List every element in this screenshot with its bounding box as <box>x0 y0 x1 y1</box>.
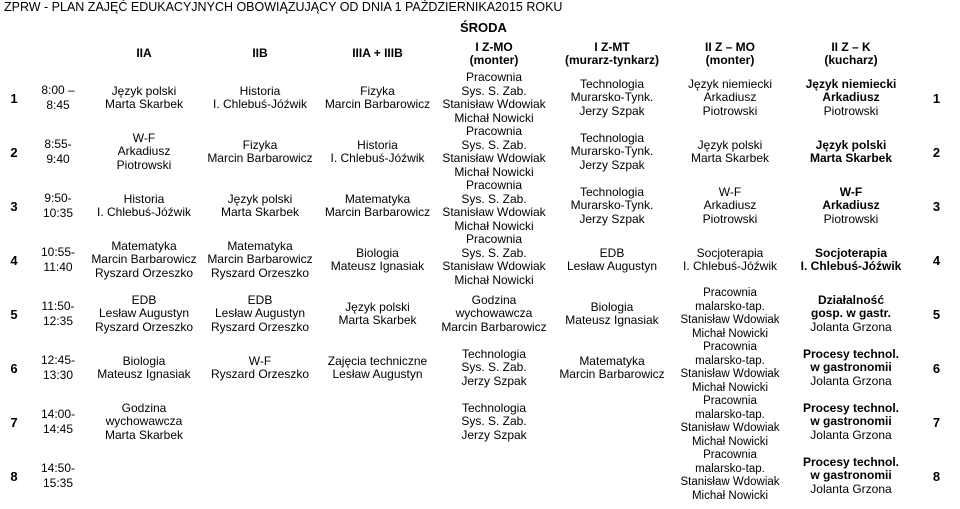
lesson-detail: Piotrowski <box>823 103 879 118</box>
lesson-detail: Michał Nowicki <box>454 272 534 287</box>
schedule-table <box>0 36 960 503</box>
lesson-detail: Jolanta Grzona <box>810 319 892 334</box>
lesson-detail: I. Chlebuś-Jóźwik <box>800 259 902 273</box>
lesson-cell <box>789 449 913 503</box>
lesson-detail: Sys. S. Zab. <box>461 414 527 429</box>
lesson-time <box>28 125 88 179</box>
lesson-cell <box>789 71 913 125</box>
lesson-detail: I. Chlebuś-Jóźwik <box>96 205 192 219</box>
lesson-time-start: 14:50- <box>40 461 76 475</box>
lesson-detail: Marta Skarbek <box>220 205 300 219</box>
lesson-subject: Pracownia <box>465 125 523 138</box>
lesson-detail: Marcin Barbarowicz <box>324 97 431 111</box>
lesson-subject: Pracownia <box>703 395 757 407</box>
lesson-cell <box>88 341 200 395</box>
lesson-time <box>28 287 88 341</box>
lesson-subject: Historia <box>239 83 281 98</box>
lesson-cell <box>671 179 789 233</box>
column-header-sub: (monter) <box>705 52 755 67</box>
lesson-detail: Arkadiusz <box>822 90 880 105</box>
column-header-name: IIA <box>136 46 152 60</box>
lesson-cell <box>553 125 671 179</box>
lesson-detail: Michał Nowicki <box>691 435 769 448</box>
lesson-detail: Jolanta Grzona <box>810 373 892 388</box>
lesson-detail: Ryszard Orzeszko <box>210 265 310 280</box>
lesson-detail: Marcin Barbarowicz <box>559 367 665 381</box>
table-row <box>0 179 960 233</box>
lesson-detail: malarsko-tap. <box>695 300 765 313</box>
lesson-cell <box>88 287 200 341</box>
lesson-subject: Działalność <box>817 292 885 307</box>
lesson-subject: Technologia <box>461 400 527 415</box>
lesson-subject: Zajęcia techniczne <box>327 353 428 368</box>
lesson-detail: w gastronomii <box>810 414 892 429</box>
lesson-subject: Procesy technol. <box>802 400 900 415</box>
lesson-detail: Murarsko-Tynk. <box>570 144 654 159</box>
lesson-detail: Ryszard Orzeszko <box>210 367 310 381</box>
header-empty-num-right <box>913 36 960 71</box>
lesson-subject: Fizyka <box>242 137 278 152</box>
lesson-cell <box>88 125 200 179</box>
lesson-time-end: 8:45 <box>46 98 70 112</box>
lesson-number-right: 6 <box>932 360 941 376</box>
lesson-time <box>28 179 88 233</box>
lesson-cell <box>435 341 553 395</box>
lesson-detail: Stanisław Wdowiak <box>680 368 780 380</box>
lesson-detail: Jerzy Szpak <box>461 373 527 388</box>
lesson-cell <box>671 125 789 179</box>
lesson-subject: Pracownia <box>703 341 757 353</box>
lesson-subject: EDB <box>599 245 625 260</box>
lesson-detail: Jerzy Szpak <box>579 157 645 172</box>
lesson-subject: Technologia <box>579 184 645 199</box>
header-empty-time <box>28 36 88 71</box>
lesson-detail: malarsko-tap. <box>695 408 765 421</box>
lesson-subject: Godzina <box>471 292 517 307</box>
column-header <box>789 36 913 71</box>
lesson-cell <box>553 449 671 503</box>
lesson-detail: Stanisław Wdowiak <box>680 476 780 488</box>
lesson-cell <box>553 341 671 395</box>
lesson-detail: Michał Nowicki <box>454 164 534 179</box>
lesson-time-end: 13:30 <box>42 368 74 382</box>
lesson-cell <box>200 341 320 395</box>
lesson-subject: W-F <box>718 184 742 199</box>
lesson-detail: Ryszard Orzeszko <box>94 265 194 280</box>
lesson-subject: Język polski <box>111 83 177 98</box>
table-row <box>0 233 960 287</box>
lesson-cell <box>320 71 435 125</box>
lesson-detail: Mateusz Ignasiak <box>330 259 425 273</box>
lesson-detail: Marcin Barbarowicz <box>441 319 547 334</box>
lesson-cell <box>553 179 671 233</box>
lesson-cell <box>320 233 435 287</box>
lesson-detail: I. Chlebuś-Jóźwik <box>330 151 425 165</box>
lesson-cell <box>320 341 435 395</box>
lesson-time-start: 14:00- <box>40 407 76 421</box>
lesson-subject: Matematyka <box>344 191 411 206</box>
lesson-subject: Matematyka <box>579 353 645 368</box>
lesson-number-right: 5 <box>932 306 941 322</box>
lesson-detail: Marcin Barbarowicz <box>91 252 197 267</box>
lesson-cell <box>435 287 553 341</box>
lesson-detail: Sys. S. Zab. <box>461 83 527 98</box>
lesson-cell <box>671 341 789 395</box>
lesson-detail: Jolanta Grzona <box>810 481 892 496</box>
lesson-subject: Język niemiecki <box>687 76 773 91</box>
lesson-time <box>28 449 88 503</box>
lesson-detail: malarsko-tap. <box>695 354 765 367</box>
lesson-subject: EDB <box>247 292 273 307</box>
lesson-subject: Procesy technol. <box>802 346 900 361</box>
lesson-detail: Lesław Augustyn <box>98 306 190 321</box>
lesson-cell <box>88 233 200 287</box>
lesson-detail: Jerzy Szpak <box>461 427 527 442</box>
lesson-cell <box>435 71 553 125</box>
lesson-subject: W-F <box>839 184 863 199</box>
lesson-time-start: 10:55- <box>40 245 76 259</box>
column-header-name: I Z-MT <box>594 39 630 54</box>
lesson-subject: Historia <box>357 137 398 152</box>
page-title: ZPRW - PLAN ZAJĘĆ EDUKACYJNYCH OBOWIĄZUJĄCY OD DNIA 1 PAŹDZIERNIKA2015 ROKU <box>4 0 563 14</box>
lesson-number-right: 1 <box>932 90 941 106</box>
column-header-sub: (monter) <box>469 52 519 67</box>
lesson-detail: Arkadiusz <box>117 144 171 159</box>
column-header-name: II Z – MO <box>704 39 755 54</box>
lesson-cell <box>553 287 671 341</box>
lesson-detail: Ryszard Orzeszko <box>94 319 194 334</box>
lesson-subject: Język polski <box>227 191 293 206</box>
lesson-cell <box>320 179 435 233</box>
table-row <box>0 125 960 179</box>
lesson-detail: Piotrowski <box>702 211 758 226</box>
lesson-detail: Marta Skarbek <box>104 427 184 442</box>
lesson-detail: Jerzy Szpak <box>579 103 645 118</box>
lesson-detail: w gastronomii <box>810 360 892 375</box>
lesson-cell <box>88 179 200 233</box>
lesson-detail: Stanisław Wdowiak <box>680 422 780 434</box>
lesson-cell <box>671 287 789 341</box>
lesson-number-right: 3 <box>932 198 941 214</box>
lesson-detail: Lesław Augustyn <box>332 367 423 381</box>
lesson-detail: Michał Nowicki <box>691 327 769 340</box>
lesson-cell <box>200 395 320 449</box>
lesson-time-end: 15:35 <box>42 476 74 490</box>
lesson-detail: w gastronomii <box>810 468 892 483</box>
lesson-subject: Język niemiecki <box>805 76 897 91</box>
lesson-cell <box>789 395 913 449</box>
column-header-name: I Z-MO <box>475 39 513 54</box>
lesson-cell <box>789 179 913 233</box>
lesson-detail: Stanisław Wdowiak <box>442 205 546 219</box>
lesson-time-start: 8:00 – <box>41 83 75 97</box>
lesson-detail: Lesław Augustyn <box>214 306 306 321</box>
lesson-detail: Arkadiusz <box>703 90 757 105</box>
lesson-detail: Piotrowski <box>702 103 758 118</box>
table-row <box>0 449 960 503</box>
lesson-time-end: 9:40 <box>46 152 70 166</box>
lesson-cell <box>435 395 553 449</box>
lesson-time-end: 10:35 <box>42 206 74 220</box>
header-row <box>0 36 960 71</box>
lesson-subject: Pracownia <box>465 233 523 246</box>
lesson-detail: wychowawcza <box>455 306 533 321</box>
lesson-number: 5 <box>10 306 18 322</box>
lesson-time-end: 14:45 <box>42 422 74 436</box>
column-header <box>553 36 671 71</box>
lesson-subject: Technologia <box>461 346 527 361</box>
lesson-detail: Sys. S. Zab. <box>461 191 527 206</box>
lesson-subject: EDB <box>131 292 157 307</box>
lesson-cell <box>88 71 200 125</box>
lesson-cell <box>320 395 435 449</box>
lesson-detail: I. Chlebuś-Jóźwik <box>212 97 308 111</box>
lesson-subject: Język polski <box>697 137 763 152</box>
lesson-subject: Fizyka <box>360 83 395 98</box>
lesson-detail: Stanisław Wdowiak <box>680 314 780 326</box>
lesson-detail: Ryszard Orzeszko <box>210 319 310 334</box>
lesson-subject: Technologia <box>579 76 645 91</box>
lesson-cell <box>553 395 671 449</box>
lesson-subject: Technologia <box>579 130 645 145</box>
lesson-time <box>28 233 88 287</box>
lesson-cell <box>553 71 671 125</box>
table-row <box>0 395 960 449</box>
lesson-detail: Jerzy Szpak <box>579 211 645 226</box>
lesson-cell <box>88 449 200 503</box>
lesson-detail: Stanisław Wdowiak <box>442 151 546 165</box>
lesson-number: 4 <box>10 252 18 268</box>
lesson-cell <box>320 449 435 503</box>
lesson-time <box>28 341 88 395</box>
column-header-sub: (murarz-tynkarz) <box>564 52 660 67</box>
lesson-subject: Pracownia <box>703 449 757 461</box>
lesson-number-right: 2 <box>932 144 941 160</box>
column-header-name: IIB <box>252 46 268 60</box>
lesson-cell <box>671 71 789 125</box>
lesson-detail: Arkadiusz <box>822 198 880 213</box>
lesson-subject: Socjoterapia <box>696 245 764 260</box>
lesson-time <box>28 395 88 449</box>
lesson-number-right: 8 <box>932 468 941 484</box>
lesson-subject: Godzina <box>121 400 167 415</box>
lesson-time-end: 12:35 <box>42 314 74 328</box>
day-label: ŚRODA <box>460 20 507 35</box>
lesson-detail: wychowawcza <box>105 414 183 429</box>
header-empty-num <box>0 36 28 71</box>
column-header <box>320 36 435 71</box>
lesson-detail: Sys. S. Zab. <box>461 137 527 152</box>
lesson-detail: I. Chlebuś-Jóźwik <box>682 259 778 273</box>
lesson-detail: Piotrowski <box>823 211 879 226</box>
lesson-subject: Procesy technol. <box>802 454 900 469</box>
lesson-time-start: 9:50- <box>44 191 72 205</box>
lesson-detail: Stanisław Wdowiak <box>442 259 546 273</box>
lesson-detail: Murarsko-Tynk. <box>570 90 654 105</box>
lesson-cell <box>789 233 913 287</box>
lesson-cell <box>200 179 320 233</box>
lesson-cell <box>435 125 553 179</box>
lesson-subject: Biologia <box>590 299 634 314</box>
lesson-number-right: 4 <box>932 252 941 268</box>
lesson-detail: malarsko-tap. <box>695 462 765 475</box>
lesson-cell <box>320 287 435 341</box>
lesson-subject: Matematyka <box>111 238 177 253</box>
lesson-detail: Stanisław Wdowiak <box>442 97 546 111</box>
column-header-sub: (kucharz) <box>824 52 878 67</box>
lesson-number-right: 7 <box>932 414 941 430</box>
lesson-subject: Biologia <box>122 353 166 368</box>
table-row <box>0 287 960 341</box>
column-header <box>88 36 200 71</box>
lesson-detail: Lesław Augustyn <box>566 259 658 273</box>
lesson-time <box>28 71 88 125</box>
column-header-name: II Z – K <box>831 39 871 54</box>
lesson-cell <box>789 125 913 179</box>
lesson-cell <box>200 233 320 287</box>
lesson-detail: Marta Skarbek <box>338 313 417 327</box>
lesson-cell <box>553 233 671 287</box>
lesson-time-start: 11:50- <box>41 299 75 313</box>
table-row <box>0 71 960 125</box>
lesson-number: 1 <box>10 90 18 106</box>
lesson-number: 8 <box>10 468 18 484</box>
lesson-cell <box>200 449 320 503</box>
lesson-detail: Sys. S. Zab. <box>461 360 527 375</box>
lesson-detail: Arkadiusz <box>703 198 757 213</box>
lesson-subject: Język polski <box>345 299 410 314</box>
lesson-detail: Michał Nowicki <box>454 110 534 125</box>
lesson-subject: Matematyka <box>227 238 293 253</box>
lesson-cell <box>671 449 789 503</box>
lesson-cell <box>789 287 913 341</box>
lesson-cell <box>789 341 913 395</box>
lesson-subject: Pracownia <box>465 179 523 192</box>
lesson-time-end: 11:40 <box>43 260 73 274</box>
column-header <box>435 36 553 71</box>
lesson-subject: Socjoterapia <box>814 245 888 260</box>
lesson-detail: Michał Nowicki <box>691 381 769 394</box>
lesson-detail: Murarsko-Tynk. <box>570 198 654 213</box>
lesson-subject: W-F <box>132 130 156 145</box>
lesson-cell <box>320 125 435 179</box>
lesson-subject: Pracownia <box>703 287 757 299</box>
column-header <box>671 36 789 71</box>
lesson-subject: Historia <box>123 191 165 206</box>
lesson-time-start: 8:55- <box>44 137 72 151</box>
lesson-detail: Sys. S. Zab. <box>461 245 527 260</box>
lesson-subject: Biologia <box>356 245 399 260</box>
lesson-detail: Jolanta Grzona <box>810 427 892 442</box>
lesson-number: 3 <box>10 198 18 214</box>
lesson-number: 7 <box>10 414 18 430</box>
lesson-detail: Marcin Barbarowicz <box>207 151 313 165</box>
lesson-detail: Marcin Barbarowicz <box>207 252 313 267</box>
lesson-subject: Pracownia <box>465 71 523 84</box>
lesson-detail: Michał Nowicki <box>691 489 769 502</box>
lesson-detail: Piotrowski <box>116 157 172 172</box>
lesson-cell <box>88 395 200 449</box>
lesson-detail: Marta Skarbek <box>690 151 770 165</box>
lesson-cell <box>200 287 320 341</box>
lesson-detail: Marcin Barbarowicz <box>324 205 431 219</box>
lesson-number: 6 <box>10 360 18 376</box>
lesson-cell <box>435 233 553 287</box>
column-header <box>200 36 320 71</box>
column-header-name: IIIA + IIIB <box>352 46 403 60</box>
lesson-detail: gosp. w gastr. <box>810 306 891 321</box>
lesson-subject: Język polski <box>815 137 887 152</box>
lesson-number: 2 <box>10 144 18 160</box>
table-row <box>0 341 960 395</box>
lesson-cell <box>200 125 320 179</box>
lesson-cell <box>671 233 789 287</box>
lesson-detail: Marta Skarbek <box>809 151 893 165</box>
lesson-time-start: 12:45- <box>40 353 76 367</box>
lesson-detail: Mateusz Ignasiak <box>565 313 659 327</box>
lesson-detail: Mateusz Ignasiak <box>97 367 191 381</box>
lesson-cell <box>200 71 320 125</box>
lesson-detail: Michał Nowicki <box>454 218 534 233</box>
lesson-cell <box>671 395 789 449</box>
lesson-cell <box>435 449 553 503</box>
lesson-detail: Marta Skarbek <box>104 97 184 111</box>
lesson-cell <box>435 179 553 233</box>
lesson-subject: W-F <box>248 353 272 368</box>
